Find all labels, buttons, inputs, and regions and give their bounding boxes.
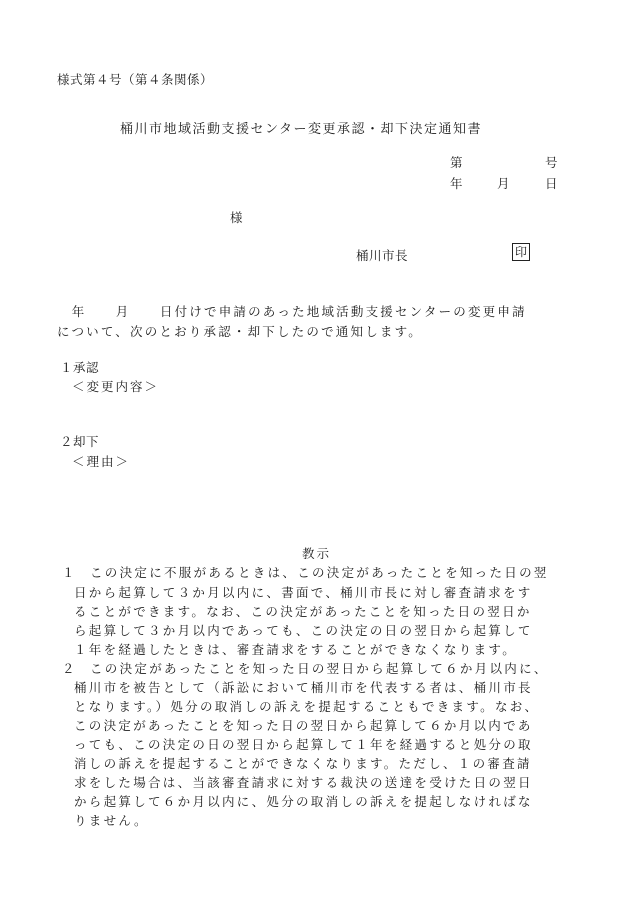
notice-title: 教示 [302,546,332,561]
document-title: 桶川市地域活動支援センター変更承認・却下決定通知書 [120,122,482,137]
notice-line: りません。 [74,813,149,828]
addressee-suffix: 様 [230,210,244,225]
notice-line: この決定に不服があるときは、この決定があったことを知った日の翌 [90,565,549,580]
form-number: 様式第４号（第４条関係） [57,72,214,87]
notice-line: 桶川市を被告として（訴訟において桶川市を代表する者は、桶川市長 [74,680,533,695]
seal-mark: 印 [512,243,530,261]
notice-line: １年を経過したときは、審査請求をすることができなくなります。 [74,642,518,657]
section-approval-subheading: ＜変更内容＞ [72,379,160,394]
notice-item-number: １ [62,565,76,580]
notice-item-number: ２ [62,661,76,676]
notice-line: から起算して６か月以内に、処分の取消しの訴えを提起しなければな [74,794,533,809]
notice-line: 消しの訴えを提起することができなくなります。ただし、１の審査請 [74,756,532,771]
notice-line: っても、この決定の日の翌日から起算して１年を経過すると処分の取 [74,737,533,752]
date-year-label: 年 [450,176,464,191]
date-day-label: 日 [545,176,559,191]
date-month-label: 月 [497,176,511,191]
section-rejection-subheading: ＜理由＞ [72,454,131,469]
number-suffix: 号 [545,155,559,170]
section-approval-heading: １承認 [60,360,100,375]
notice-line: ら起算して３か月以内であっても、この決定の日の翌日から起算して [74,623,533,638]
notice-line: この決定があったことを知った日の翌日から起算して６か月以内であ [74,718,533,733]
body-line-2: について、次のとおり承認・却下したので通知します。 [57,324,424,339]
notice-line: 日から起算して３か月以内に、書面で、桶川市長に対し審査請求をす [74,585,533,600]
issuer-name: 桶川市長 [356,248,409,263]
notice-line: ることができます。なお、この決定があったことを知った日の翌日か [74,604,532,619]
notice-line: 求をした場合は、当該審査請求に対する裁決の送達を受けた日の翌日 [74,775,533,790]
notice-line: この決定があったことを知った日の翌日から起算して６か月以内に、 [90,661,549,676]
body-line-1: 年 月 日付けで申請のあった地域活動支援センターの変更申請 [57,304,527,319]
number-label: 第 [450,155,464,170]
notice-line: となります。）処分の取消しの訴えを提起することもできます。なお、 [74,699,540,714]
section-rejection-heading: ２却下 [60,434,100,449]
